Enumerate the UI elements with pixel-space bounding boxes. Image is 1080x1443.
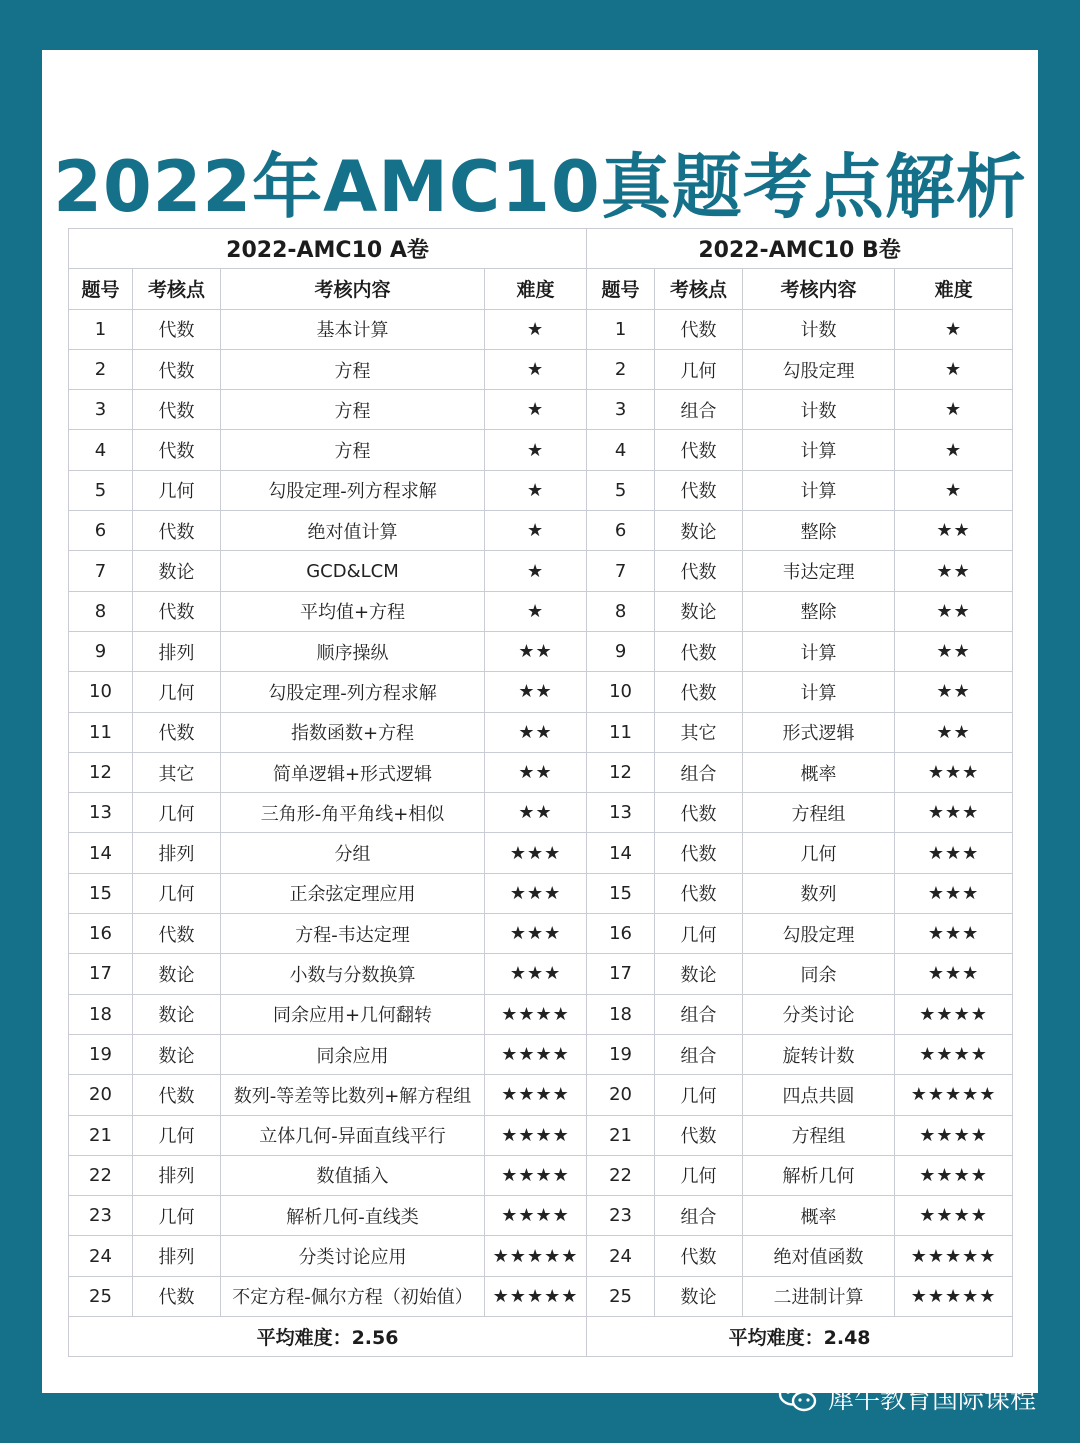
topic-cell-b: 组合: [655, 390, 743, 430]
no-cell-a: 21: [69, 1115, 133, 1155]
topic-cell-b: 组合: [655, 1196, 743, 1236]
no-cell-a: 11: [69, 712, 133, 752]
difficulty-cell-b: ★: [895, 470, 1013, 510]
topic-cell-a: 几何: [133, 873, 221, 913]
content-cell-b: 形式逻辑: [743, 712, 895, 752]
content-cell-a: 同余应用+几何翻转: [221, 994, 485, 1034]
table-row: [69, 470, 1013, 510]
header-content-b: 考核内容: [743, 269, 895, 309]
topic-cell-a: 排列: [133, 833, 221, 873]
content-cell-a: 分类讨论应用: [221, 1236, 485, 1276]
content-cell-b: 解析几何: [743, 1155, 895, 1195]
topic-cell-b: 数论: [655, 511, 743, 551]
difficulty-cell-b: ★: [895, 309, 1013, 349]
table-row: [69, 873, 1013, 913]
topic-cell-b: 代数: [655, 793, 743, 833]
topic-cell-a: 几何: [133, 1196, 221, 1236]
no-cell-a: 3: [69, 390, 133, 430]
topic-cell-a: 代数: [133, 1075, 221, 1115]
table-row: [69, 390, 1013, 430]
no-cell-a: 13: [69, 793, 133, 833]
content-cell-a: 勾股定理-列方程求解: [221, 470, 485, 510]
no-cell-b: 6: [587, 511, 655, 551]
paper-b-average: 平均难度：2.48: [587, 1317, 1013, 1357]
table-row: [69, 511, 1013, 551]
no-cell-b: 2: [587, 349, 655, 389]
topic-cell-a: 代数: [133, 309, 221, 349]
content-cell-a: 指数函数+方程: [221, 712, 485, 752]
table-row: [69, 954, 1013, 994]
no-cell-b: 7: [587, 551, 655, 591]
table-row: [69, 591, 1013, 631]
no-cell-a: 5: [69, 470, 133, 510]
no-cell-a: 4: [69, 430, 133, 470]
difficulty-cell-b: ★★★: [895, 873, 1013, 913]
table-row: [69, 430, 1013, 470]
topic-cell-a: 数论: [133, 994, 221, 1034]
difficulty-cell-a: ★★★: [485, 873, 587, 913]
no-cell-a: 20: [69, 1075, 133, 1115]
difficulty-cell-a: ★★★★: [485, 1155, 587, 1195]
difficulty-cell-a: ★★: [485, 752, 587, 792]
no-cell-a: 22: [69, 1155, 133, 1195]
table-row: [69, 833, 1013, 873]
no-cell-b: 10: [587, 672, 655, 712]
topic-cell-a: 代数: [133, 914, 221, 954]
content-cell-a: 解析几何-直线类: [221, 1196, 485, 1236]
difficulty-cell-b: ★★★: [895, 954, 1013, 994]
no-cell-b: 4: [587, 430, 655, 470]
difficulty-cell-a: ★: [485, 591, 587, 631]
difficulty-cell-a: ★: [485, 430, 587, 470]
content-cell-b: 概率: [743, 1196, 895, 1236]
topic-cell-a: 代数: [133, 511, 221, 551]
difficulty-cell-a: ★★★★: [485, 1034, 587, 1074]
difficulty-cell-a: ★: [485, 349, 587, 389]
topic-cell-b: 组合: [655, 1034, 743, 1074]
table-row: [69, 1155, 1013, 1195]
no-cell-a: 2: [69, 349, 133, 389]
difficulty-cell-a: ★★★★: [485, 1075, 587, 1115]
topic-cell-b: 组合: [655, 752, 743, 792]
topic-cell-b: 数论: [655, 1276, 743, 1316]
topic-cell-b: 几何: [655, 1075, 743, 1115]
content-cell-b: 计算: [743, 430, 895, 470]
difficulty-cell-a: ★★: [485, 631, 587, 671]
content-cell-a: 三角形-角平角线+相似: [221, 793, 485, 833]
no-cell-b: 12: [587, 752, 655, 792]
table-row: [69, 712, 1013, 752]
difficulty-cell-a: ★★: [485, 672, 587, 712]
no-cell-b: 9: [587, 631, 655, 671]
content-cell-a: 数值插入: [221, 1155, 485, 1195]
no-cell-b: 24: [587, 1236, 655, 1276]
difficulty-cell-a: ★: [485, 551, 587, 591]
table-row: [69, 793, 1013, 833]
content-cell-b: 整除: [743, 591, 895, 631]
exam-analysis-table: [68, 228, 1013, 1357]
no-cell-b: 3: [587, 390, 655, 430]
topic-cell-a: 代数: [133, 1276, 221, 1316]
no-cell-a: 19: [69, 1034, 133, 1074]
topic-cell-a: 几何: [133, 1115, 221, 1155]
content-cell-b: 整除: [743, 511, 895, 551]
content-cell-b: 勾股定理: [743, 914, 895, 954]
difficulty-cell-a: ★★★: [485, 914, 587, 954]
no-cell-b: 15: [587, 873, 655, 913]
difficulty-cell-b: ★★★: [895, 914, 1013, 954]
content-cell-b: 旋转计数: [743, 1034, 895, 1074]
table-row: [69, 994, 1013, 1034]
content-cell-a: 简单逻辑+形式逻辑: [221, 752, 485, 792]
content-cell-b: 几何: [743, 833, 895, 873]
difficulty-cell-b: ★★★★★: [895, 1236, 1013, 1276]
content-cell-a: 平均值+方程: [221, 591, 485, 631]
difficulty-cell-b: ★★★★: [895, 1196, 1013, 1236]
watermark-text: 犀牛教育国际课程: [828, 1384, 1037, 1415]
topic-cell-a: 几何: [133, 470, 221, 510]
table-row: [69, 1276, 1013, 1316]
table-row: [69, 1236, 1013, 1276]
topic-cell-b: 几何: [655, 349, 743, 389]
topic-cell-b: 代数: [655, 1115, 743, 1155]
no-cell-a: 7: [69, 551, 133, 591]
topic-cell-b: 代数: [655, 551, 743, 591]
content-cell-a: 数列-等差等比数列+解方程组: [221, 1075, 485, 1115]
topic-cell-b: 其它: [655, 712, 743, 752]
topic-cell-a: 代数: [133, 390, 221, 430]
header-topic-b: 考核点: [655, 269, 743, 309]
content-cell-b: 计数: [743, 309, 895, 349]
content-cell-a: 绝对值计算: [221, 511, 485, 551]
content-cell-a: 同余应用: [221, 1034, 485, 1074]
header-difficulty-a: 难度: [485, 269, 587, 309]
content-cell-b: 计算: [743, 672, 895, 712]
topic-cell-b: 代数: [655, 672, 743, 712]
content-cell-b: 四点共圆: [743, 1075, 895, 1115]
no-cell-a: 10: [69, 672, 133, 712]
topic-cell-b: 几何: [655, 914, 743, 954]
topic-cell-a: 排列: [133, 1236, 221, 1276]
no-cell-b: 5: [587, 470, 655, 510]
difficulty-cell-b: ★: [895, 430, 1013, 470]
no-cell-b: 20: [587, 1075, 655, 1115]
content-cell-b: 韦达定理: [743, 551, 895, 591]
content-cell-a: GCD&LCM: [221, 551, 485, 591]
watermark: [778, 1377, 1036, 1417]
paper-a-title: 2022-AMC10 A卷: [69, 229, 587, 269]
difficulty-cell-a: ★★★★: [485, 1196, 587, 1236]
topic-cell-a: 几何: [133, 793, 221, 833]
content-cell-a: 正余弦定理应用: [221, 873, 485, 913]
table-row: [69, 672, 1013, 712]
content-cell-a: 顺序操纵: [221, 631, 485, 671]
no-cell-b: 17: [587, 954, 655, 994]
difficulty-cell-a: ★★★★★: [485, 1276, 587, 1316]
no-cell-a: 9: [69, 631, 133, 671]
content-cell-a: 方程: [221, 349, 485, 389]
topic-cell-a: 数论: [133, 954, 221, 994]
topic-cell-a: 排列: [133, 1155, 221, 1195]
no-cell-a: 15: [69, 873, 133, 913]
topic-cell-b: 代数: [655, 309, 743, 349]
content-cell-b: 计算: [743, 631, 895, 671]
content-cell-a: 方程-韦达定理: [221, 914, 485, 954]
difficulty-cell-a: ★: [485, 309, 587, 349]
difficulty-cell-b: ★★: [895, 511, 1013, 551]
difficulty-cell-b: ★★★: [895, 752, 1013, 792]
content-cell-a: 分组: [221, 833, 485, 873]
content-cell-b: 数列: [743, 873, 895, 913]
difficulty-cell-b: ★★★★: [895, 1155, 1013, 1195]
topic-cell-b: 组合: [655, 994, 743, 1034]
no-cell-a: 8: [69, 591, 133, 631]
difficulty-cell-b: ★★: [895, 672, 1013, 712]
difficulty-cell-b: ★★: [895, 631, 1013, 671]
no-cell-a: 18: [69, 994, 133, 1034]
no-cell-a: 25: [69, 1276, 133, 1316]
page-title: 2022年AMC10真题考点解析: [53, 146, 1027, 228]
content-card: [42, 50, 1038, 1393]
topic-cell-b: 代数: [655, 873, 743, 913]
content-cell-b: 分类讨论: [743, 994, 895, 1034]
no-cell-b: 23: [587, 1196, 655, 1236]
table-row: [69, 309, 1013, 349]
no-cell-b: 8: [587, 591, 655, 631]
table-row: [69, 1115, 1013, 1155]
no-cell-b: 1: [587, 309, 655, 349]
no-cell-b: 19: [587, 1034, 655, 1074]
topic-cell-a: 代数: [133, 430, 221, 470]
paper-b-title: 2022-AMC10 B卷: [587, 229, 1013, 269]
table-row: [69, 1034, 1013, 1074]
content-cell-b: 绝对值函数: [743, 1236, 895, 1276]
table-row: [69, 349, 1013, 389]
difficulty-cell-b: ★★★: [895, 793, 1013, 833]
topic-cell-b: 数论: [655, 954, 743, 994]
content-cell-b: 概率: [743, 752, 895, 792]
difficulty-cell-b: ★: [895, 349, 1013, 389]
difficulty-cell-b: ★★: [895, 591, 1013, 631]
topic-cell-b: 几何: [655, 1155, 743, 1195]
table-row: [69, 551, 1013, 591]
difficulty-cell-b: ★★★★★: [895, 1075, 1013, 1115]
topic-cell-a: 其它: [133, 752, 221, 792]
no-cell-b: 21: [587, 1115, 655, 1155]
wechat-icon: [778, 1381, 818, 1413]
header-no-a: 题号: [69, 269, 133, 309]
difficulty-cell-a: ★★★: [485, 954, 587, 994]
no-cell-a: 23: [69, 1196, 133, 1236]
difficulty-cell-a: ★: [485, 511, 587, 551]
difficulty-cell-a: ★: [485, 470, 587, 510]
no-cell-b: 22: [587, 1155, 655, 1195]
table-row: [69, 1196, 1013, 1236]
no-cell-b: 18: [587, 994, 655, 1034]
topic-cell-a: 数论: [133, 1034, 221, 1074]
difficulty-cell-b: ★★★★: [895, 1115, 1013, 1155]
content-cell-a: 小数与分数换算: [221, 954, 485, 994]
no-cell-b: 16: [587, 914, 655, 954]
no-cell-b: 14: [587, 833, 655, 873]
table-row: [69, 1075, 1013, 1115]
topic-cell-b: 代数: [655, 430, 743, 470]
difficulty-cell-a: ★★: [485, 793, 587, 833]
no-cell-a: 12: [69, 752, 133, 792]
difficulty-cell-b: ★★★★★: [895, 1276, 1013, 1316]
topic-cell-b: 代数: [655, 1236, 743, 1276]
no-cell-a: 24: [69, 1236, 133, 1276]
table-row: [69, 631, 1013, 671]
table-body: [69, 309, 1013, 1316]
content-cell-a: 勾股定理-列方程求解: [221, 672, 485, 712]
no-cell-a: 14: [69, 833, 133, 873]
difficulty-cell-b: ★★★: [895, 833, 1013, 873]
difficulty-cell-a: ★★: [485, 712, 587, 752]
no-cell-b: 11: [587, 712, 655, 752]
topic-cell-b: 数论: [655, 591, 743, 631]
topic-cell-a: 代数: [133, 349, 221, 389]
topic-cell-a: 几何: [133, 672, 221, 712]
content-cell-b: 方程组: [743, 793, 895, 833]
topic-cell-a: 排列: [133, 631, 221, 671]
topic-cell-b: 代数: [655, 470, 743, 510]
no-cell-a: 17: [69, 954, 133, 994]
difficulty-cell-a: ★★★★: [485, 994, 587, 1034]
no-cell-a: 16: [69, 914, 133, 954]
content-cell-a: 不定方程-佩尔方程（初始值）: [221, 1276, 485, 1316]
topic-cell-a: 数论: [133, 551, 221, 591]
content-cell-a: 立体几何-异面直线平行: [221, 1115, 485, 1155]
difficulty-cell-b: ★★★★: [895, 1034, 1013, 1074]
difficulty-cell-b: ★★★★: [895, 994, 1013, 1034]
topic-cell-b: 代数: [655, 631, 743, 671]
header-difficulty-b: 难度: [895, 269, 1013, 309]
no-cell-b: 13: [587, 793, 655, 833]
content-cell-a: 基本计算: [221, 309, 485, 349]
content-cell-b: 同余: [743, 954, 895, 994]
header-content-a: 考核内容: [221, 269, 485, 309]
content-cell-b: 二进制计算: [743, 1276, 895, 1316]
topic-cell-b: 代数: [655, 833, 743, 873]
content-cell-b: 方程组: [743, 1115, 895, 1155]
difficulty-cell-b: ★: [895, 390, 1013, 430]
difficulty-cell-b: ★★: [895, 712, 1013, 752]
difficulty-cell-a: ★★★: [485, 833, 587, 873]
table-row: [69, 914, 1013, 954]
difficulty-cell-a: ★★★★: [485, 1115, 587, 1155]
content-cell-b: 勾股定理: [743, 349, 895, 389]
no-cell-b: 25: [587, 1276, 655, 1316]
topic-cell-a: 代数: [133, 712, 221, 752]
no-cell-a: 6: [69, 511, 133, 551]
header-topic-a: 考核点: [133, 269, 221, 309]
content-cell-a: 方程: [221, 430, 485, 470]
table-row: [69, 752, 1013, 792]
content-cell-b: 计算: [743, 470, 895, 510]
paper-a-average: 平均难度：2.56: [69, 1317, 587, 1357]
difficulty-cell-b: ★★: [895, 551, 1013, 591]
header-no-b: 题号: [587, 269, 655, 309]
content-cell-b: 计数: [743, 390, 895, 430]
topic-cell-a: 代数: [133, 591, 221, 631]
content-cell-a: 方程: [221, 390, 485, 430]
difficulty-cell-a: ★★★★★: [485, 1236, 587, 1276]
no-cell-a: 1: [69, 309, 133, 349]
difficulty-cell-a: ★: [485, 390, 587, 430]
